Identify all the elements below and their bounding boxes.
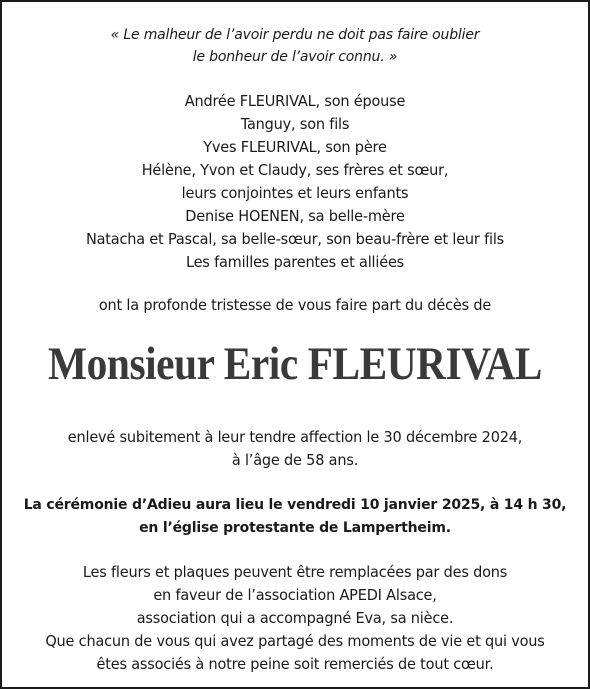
- quote-line-1: « Le malheur de l’avoir perdu ne doit pas faire oublier: [110, 27, 480, 43]
- mourner-line: Hélène, Yvon et Claudy, ses frères et sœur,: [141, 161, 449, 179]
- closing-line: Les fleurs et plaques peuvent être remplacées par des dons: [82, 563, 508, 581]
- closing-line: en faveur de l’association APEDI Alsace,: [153, 586, 437, 604]
- deceased-name: Monsieur Eric FLEURIVAL: [48, 338, 542, 390]
- announcement-text: ont la profonde tristesse de vous faire part du décès de: [98, 296, 492, 314]
- closing-line: Que chacun de vous qui avez partagé des moments de vie et qui vous: [45, 632, 545, 650]
- death-line-2: à l’âge de 58 ans.: [231, 451, 359, 469]
- mourner-line: Andrée FLEURIVAL, son épouse: [184, 92, 406, 110]
- death-line-1: enlevé subitement à leur tendre affection le 30 décembre 2024,: [67, 428, 523, 446]
- closing-line: association qui a accompagné Eva, sa nièce.: [136, 609, 454, 627]
- mourner-line: Yves FLEURIVAL, son père: [203, 138, 387, 156]
- mourner-line: Natacha et Pascal, sa belle-sœur, son beau-frère et leur fils: [85, 230, 505, 248]
- mourner-line: Denise HOENEN, sa belle-mère: [185, 207, 405, 225]
- ceremony-line-1: La cérémonie d’Adieu aura lieu le vendredi 10 janvier 2025, à 14 h 30,: [23, 497, 567, 513]
- closing-line: êtes associés à notre peine soit remerciés de tout cœur.: [96, 655, 494, 673]
- mourner-line: Les familles parentes et alliées: [185, 253, 405, 271]
- mourner-line: Tanguy, son fils: [240, 115, 350, 133]
- ceremony-line-2: en l’église protestante de Lampertheim.: [139, 520, 451, 536]
- quote-line-2: le bonheur de l’avoir connu. »: [192, 49, 398, 65]
- mourner-line: leurs conjointes et leurs enfants: [181, 184, 409, 202]
